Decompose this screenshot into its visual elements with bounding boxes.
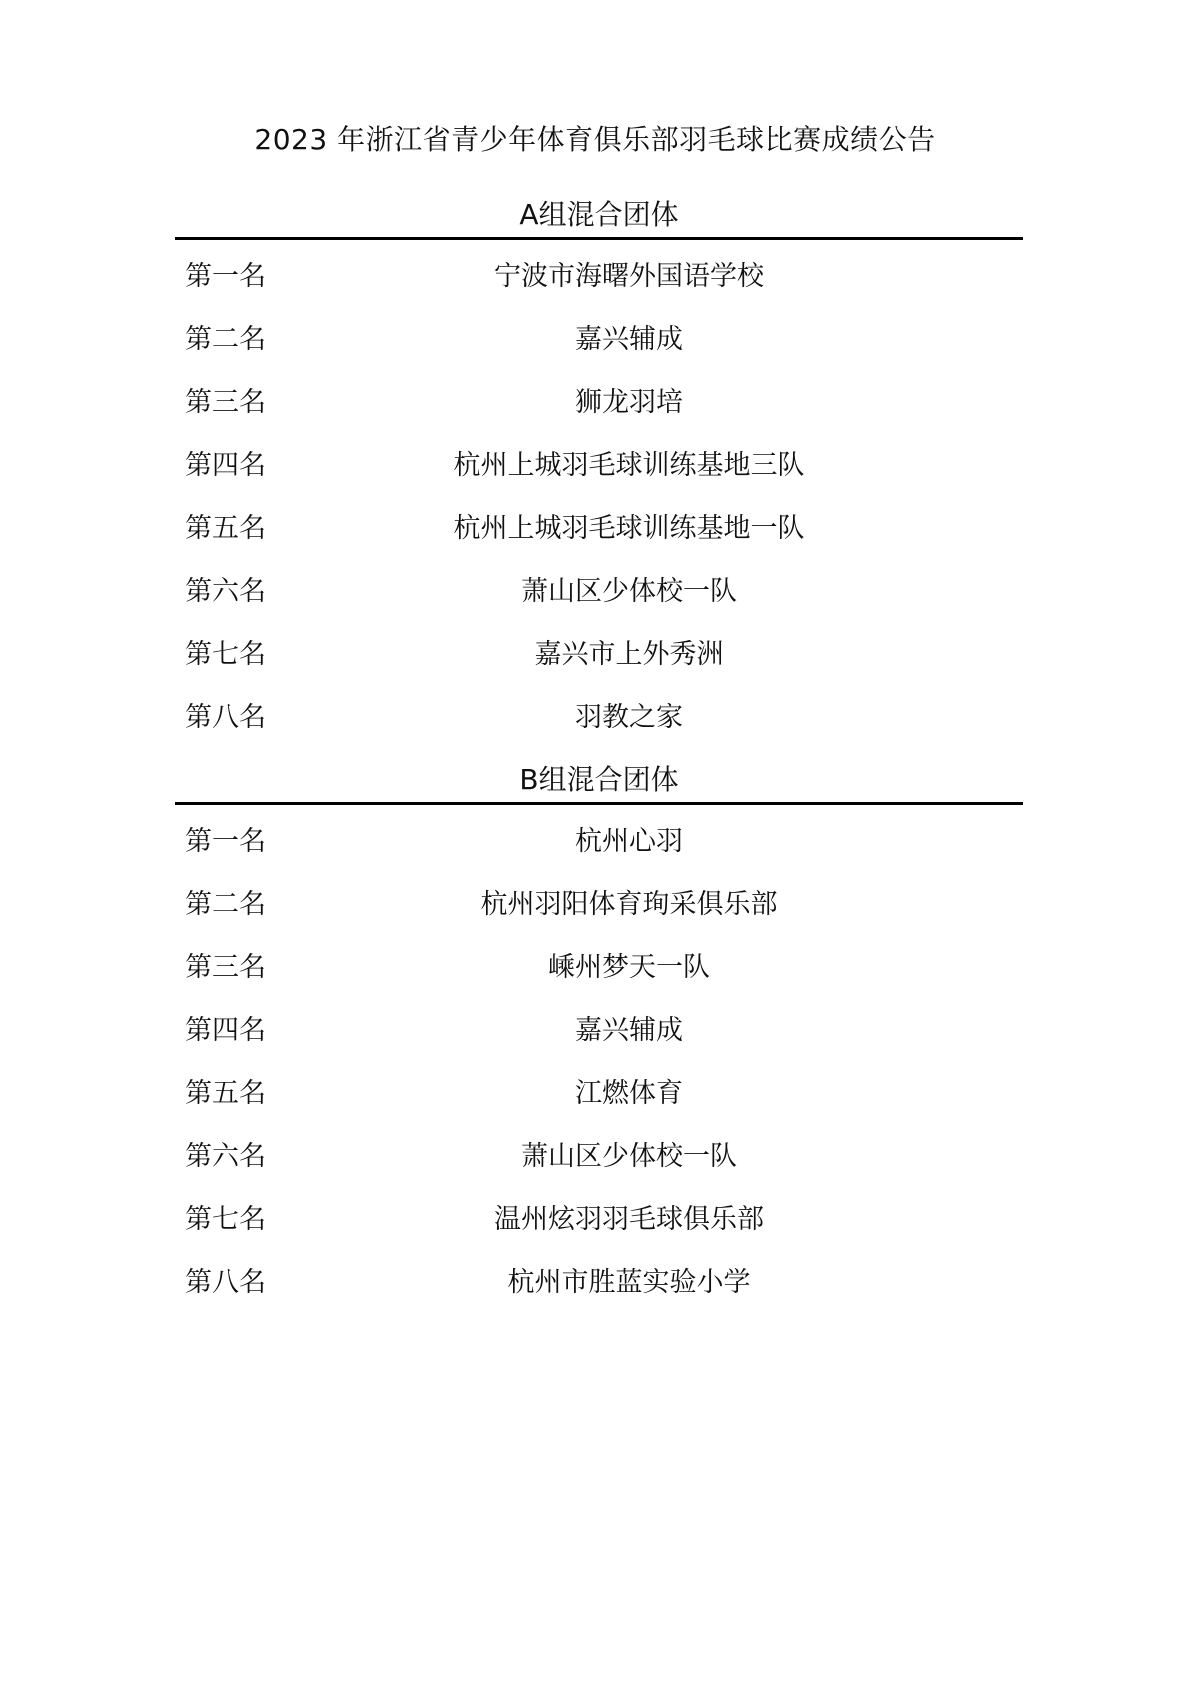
team-name: 杭州心羽 — [575, 826, 683, 857]
rank-label: 第七名 — [185, 1204, 266, 1235]
team-name: 嵊州梦天一队 — [548, 952, 710, 983]
result-row — [175, 305, 1023, 368]
rank-label: 第八名 — [185, 702, 266, 733]
result-row — [175, 242, 1023, 305]
result-row — [175, 620, 1023, 683]
team-name: 羽教之家 — [575, 702, 683, 733]
team-name: 杭州上城羽毛球训练基地三队 — [453, 450, 805, 481]
result-row — [175, 1248, 1023, 1311]
result-row — [175, 557, 1023, 620]
team-name: 宁波市海曙外国语学校 — [494, 261, 764, 292]
result-row — [175, 368, 1023, 431]
rank-label: 第二名 — [185, 889, 266, 920]
section-divider — [175, 802, 1023, 805]
team-name: 嘉兴辅成 — [575, 324, 683, 355]
team-name: 嘉兴市上外秀洲 — [534, 639, 724, 670]
rank-label: 第一名 — [185, 261, 266, 292]
rank-label: 第八名 — [185, 1267, 266, 1298]
rank-label: 第七名 — [185, 639, 266, 670]
team-name: 嘉兴辅成 — [575, 1015, 683, 1046]
team-name: 杭州羽阳体育珣采俱乐部 — [480, 889, 778, 920]
rank-label: 第五名 — [185, 513, 266, 544]
section-divider — [175, 237, 1023, 240]
page-title: 2023 年浙江省青少年体育俱乐部羽毛球比赛成绩公告 — [254, 123, 936, 156]
rank-label: 第六名 — [185, 1141, 266, 1172]
rank-label: 第二名 — [185, 324, 266, 355]
result-row — [175, 683, 1023, 746]
team-name: 杭州上城羽毛球训练基地一队 — [453, 513, 805, 544]
section-heading: B组混合团体 — [519, 763, 679, 796]
team-name: 温州炫羽羽毛球俱乐部 — [494, 1204, 764, 1235]
section-group-b — [175, 760, 1023, 1311]
rank-label: 第三名 — [185, 387, 266, 418]
result-row — [175, 933, 1023, 996]
section-heading: A组混合团体 — [519, 198, 679, 231]
rank-label: 第六名 — [185, 576, 266, 607]
section-group-a — [175, 195, 1023, 746]
team-name: 江燃体育 — [575, 1078, 683, 1109]
team-name: 杭州市胜蓝实验小学 — [507, 1267, 751, 1298]
rank-label: 第五名 — [185, 1078, 266, 1109]
result-row — [175, 1122, 1023, 1185]
result-row — [175, 1059, 1023, 1122]
rank-label: 第一名 — [185, 826, 266, 857]
result-row — [175, 807, 1023, 870]
result-row — [175, 1185, 1023, 1248]
team-name: 萧山区少体校一队 — [521, 1141, 737, 1172]
rank-label: 第四名 — [185, 450, 266, 481]
result-row — [175, 494, 1023, 557]
team-name: 萧山区少体校一队 — [521, 576, 737, 607]
rank-label: 第四名 — [185, 1015, 266, 1046]
rank-label: 第三名 — [185, 952, 266, 983]
result-row — [175, 996, 1023, 1059]
result-row — [175, 431, 1023, 494]
team-name: 狮龙羽培 — [575, 387, 683, 418]
result-row — [175, 870, 1023, 933]
